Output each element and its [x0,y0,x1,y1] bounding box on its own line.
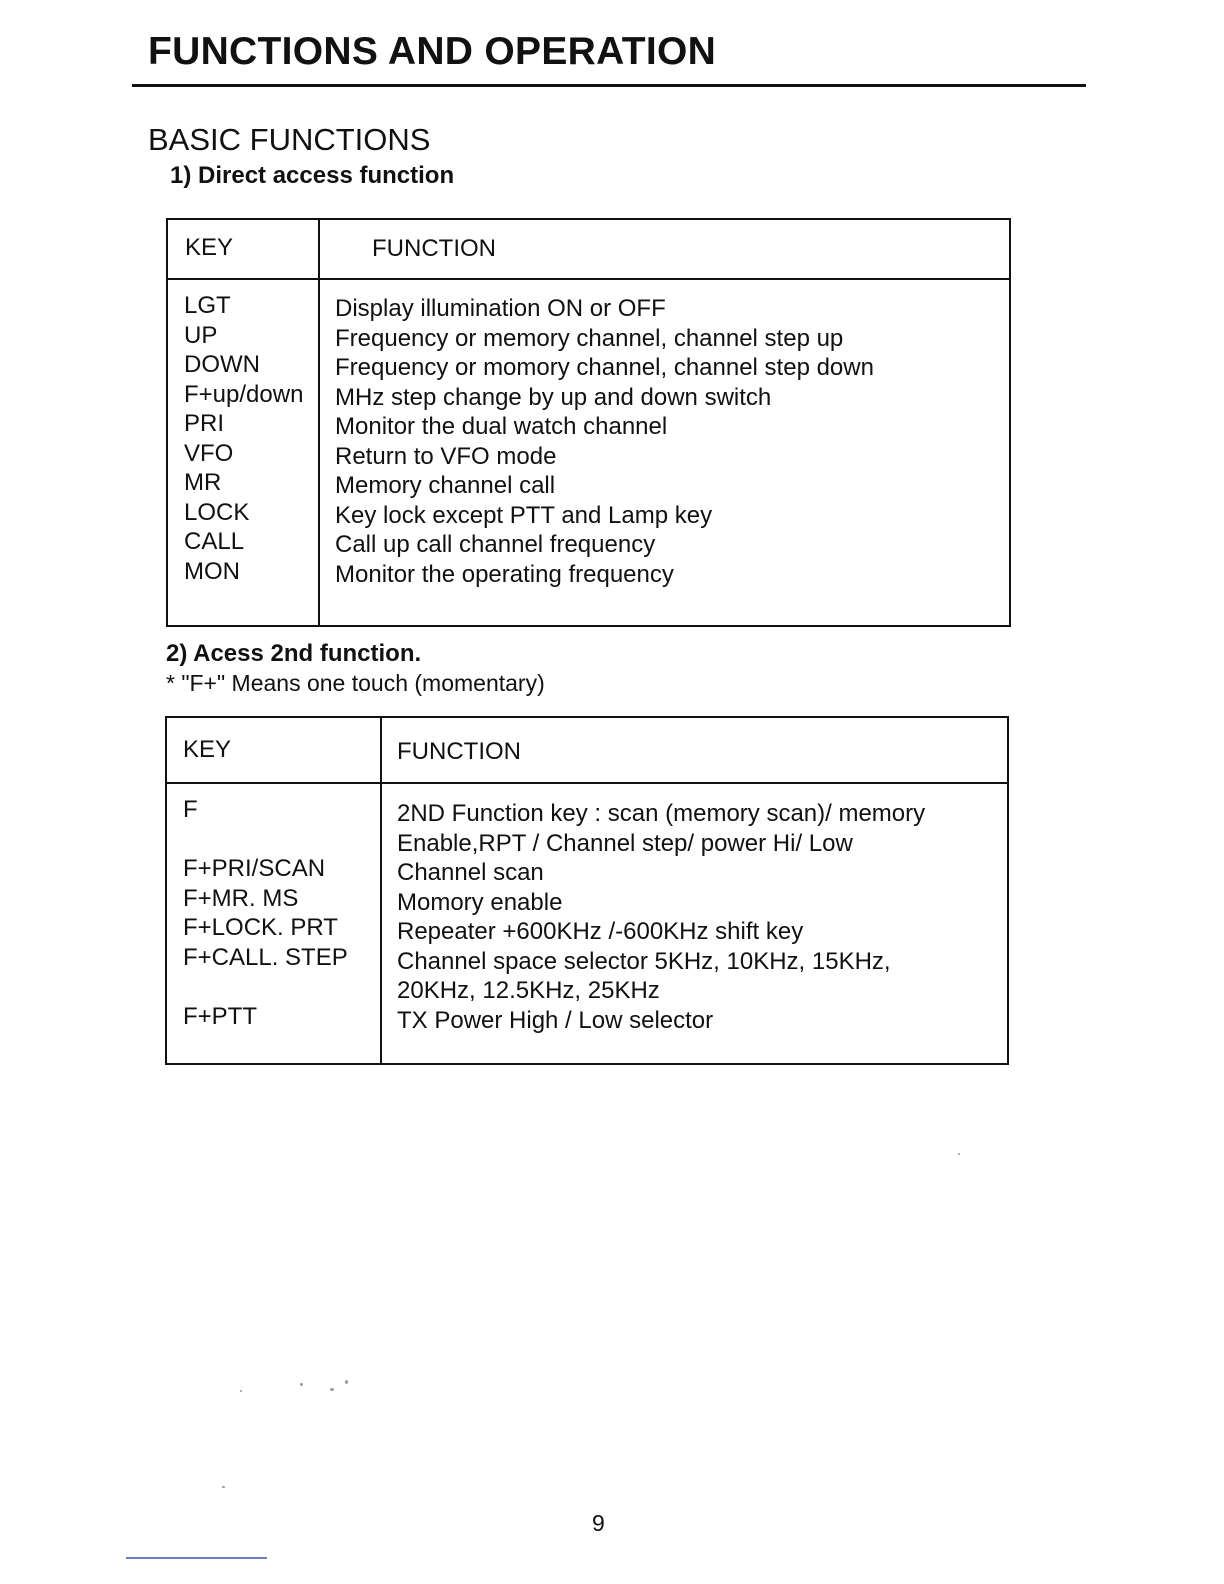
table-row-key: F+LOCK. PRT [183,914,338,941]
table-row-key: F+PTT [183,1002,258,1030]
table-row-key: PRI [184,410,225,437]
page-title: FUNCTIONS AND OPERATION [148,30,717,73]
table-row-function: Return to VFO mode [335,442,557,470]
table-row-function: 2ND Function key : scan (memory scan)/ memory [397,800,926,827]
momentary-note: * "F+" Means one touch (momentary) [166,670,545,696]
page-number: 9 [592,1510,605,1536]
direct-access-title: 1) Direct access function [170,162,455,189]
function-column-header: FUNCTION [397,738,521,765]
table-row-function: Key lock except PTT and Lamp key [335,501,713,529]
table-row-key: MR [184,469,222,496]
column-divider [380,718,382,1063]
table-row-key: UP [184,321,218,349]
key-column-header: KEY [185,234,234,261]
table-row-function: Memory channel call [335,472,556,499]
table-row-key: F [183,796,198,823]
table-row-function: 20KHz, 12.5KHz, 25KHz [397,977,660,1004]
table-row-key: DOWN [184,351,260,378]
function-column [397,799,925,1035]
table-row-function: Frequency or momory channel, channel step down [335,354,874,381]
table-row-function: TX Power High / Low selector [397,1006,714,1034]
second-function-table [165,716,1009,1065]
scan-speck [330,1388,334,1391]
key-column [183,795,348,1031]
table-row-function: Momory enable [397,888,563,916]
function-column-header: FUNCTION [372,235,496,262]
table-row-function: Frequency or memory channel, channel step up [335,324,844,352]
scan-speck [345,1380,348,1384]
table-row-key: CALL [184,528,245,555]
table-row-function: MHz step change by up and down switch [335,383,772,411]
scan-speck [222,1486,225,1488]
scan-speck [240,1390,242,1392]
table-row-key: MON [184,557,240,585]
table-row-function: Monitor the dual watch channel [335,413,668,440]
table-row-key [183,972,348,1002]
scan-speck [300,1383,303,1386]
scan-speck [958,1153,960,1155]
table-row-function: Display illumination ON or OFF [335,295,666,322]
table-header [167,718,1007,784]
table-row-key: F+CALL. STEP [183,943,348,971]
column-divider [318,220,320,625]
key-column-header: KEY [183,736,232,763]
table-row-key: F+MR. MS [183,884,299,912]
table-row-function: Call up call channel frequency [335,531,656,558]
scan-edge-mark [126,1557,267,1559]
table-row-key [183,825,348,855]
table-row-function: Channel scan [397,859,544,886]
table-row-key: F+PRI/SCAN [183,855,326,882]
title-rule [132,84,1086,87]
second-function-title: 2) Acess 2nd function. [166,640,422,667]
function-column [335,294,874,589]
table-header [168,220,1009,280]
table-row-key: LGT [184,292,231,319]
table-row-function: Repeater +600KHz /-600KHz shift key [397,918,804,945]
table-row-function: Channel space selector 5KHz, 10KHz, 15KHz, [397,947,891,975]
direct-access-table [166,218,1011,627]
table-row-key: LOCK [184,498,250,526]
table-row-key: F+up/down [184,380,304,408]
section-title: BASIC FUNCTIONS [148,122,431,157]
key-column [184,291,303,586]
table-row-key: VFO [184,439,234,467]
table-row-function: Monitor the operating frequency [335,560,674,588]
table-row-function: Enable,RPT / Channel step/ power Hi/ Low [397,829,853,857]
